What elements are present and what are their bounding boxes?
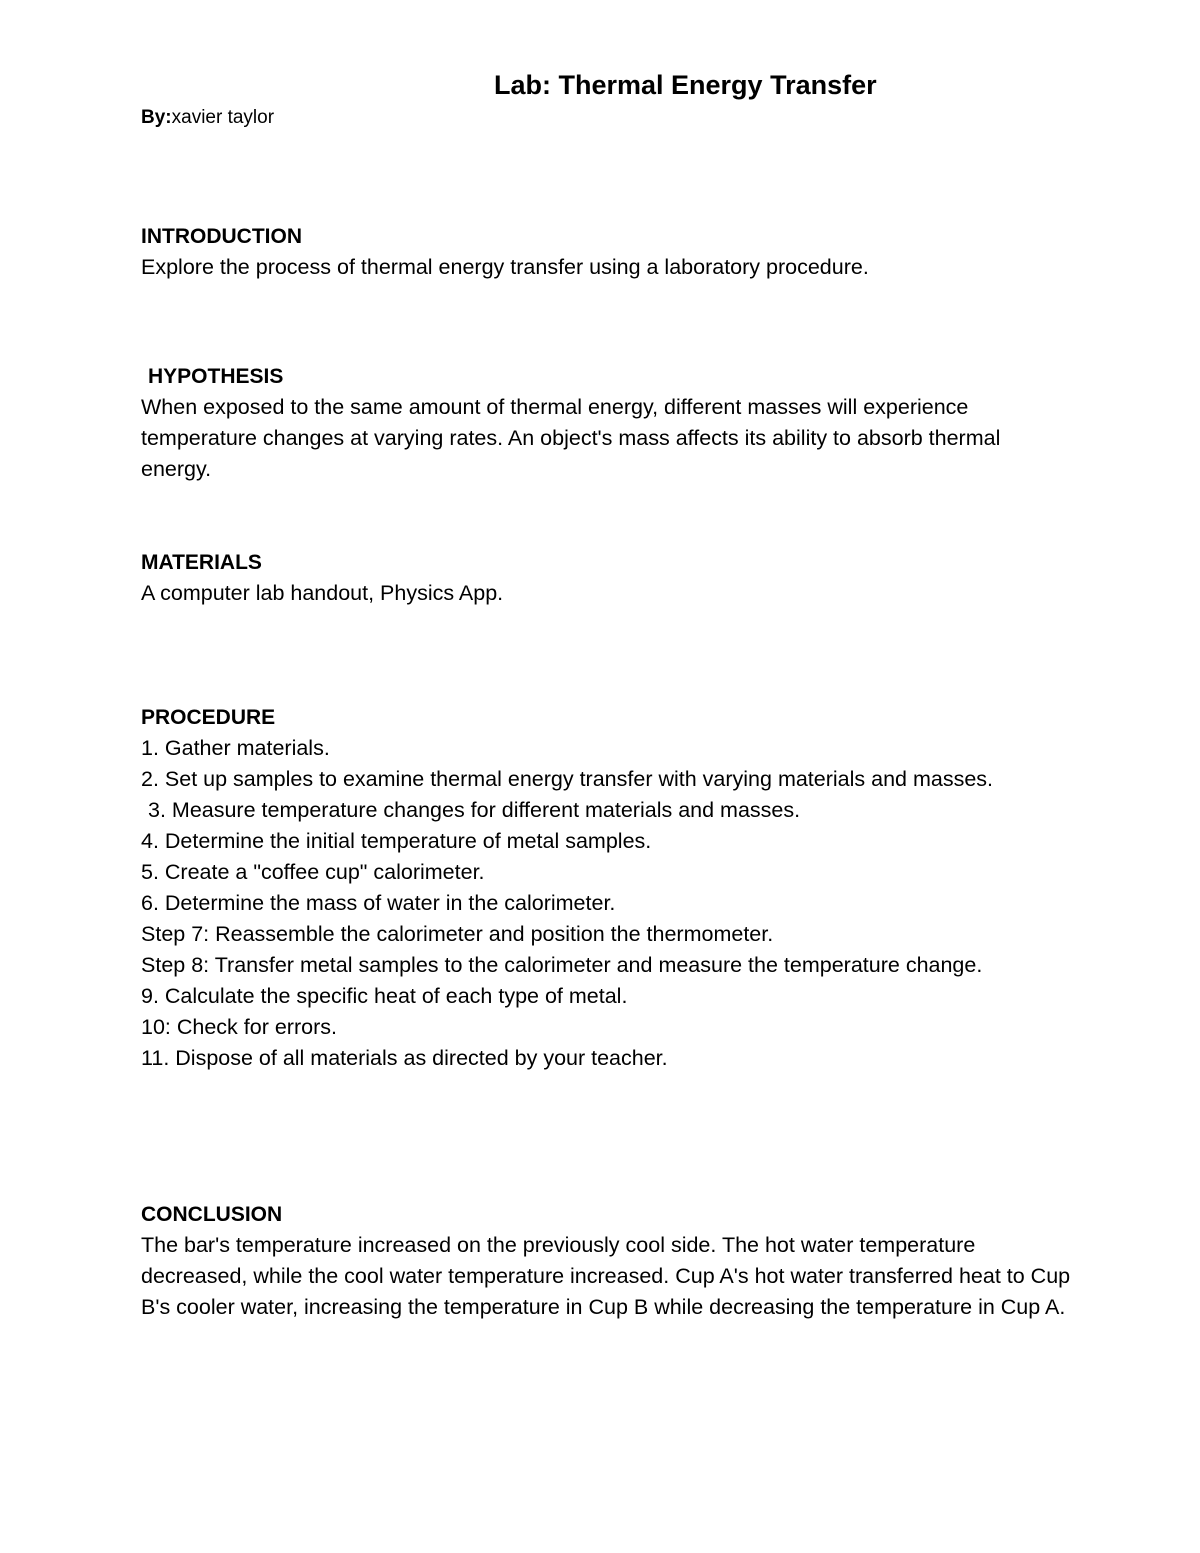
materials-text: A computer lab handout, Physics App.	[141, 581, 504, 605]
introduction-heading: INTRODUCTION	[141, 225, 302, 248]
procedure-step-2: 2. Set up samples to examine thermal energy transfer with varying materials and masses.	[141, 767, 994, 791]
hypothesis-section	[141, 361, 1071, 485]
procedure-step-5: 5. Create a "coffee cup" calorimeter.	[141, 860, 485, 884]
procedure-step-3: 3. Measure temperature changes for different materials and masses.	[148, 798, 801, 822]
procedure-section	[141, 702, 1071, 1074]
author-name: xavier taylor	[171, 107, 275, 128]
procedure-step-10: 10: Check for errors.	[141, 1015, 337, 1039]
author-label: By:	[141, 107, 172, 128]
procedure-step-4: 4. Determine the initial temperature of metal samples.	[141, 829, 652, 853]
procedure-steps-list	[141, 733, 1071, 1074]
conclusion-heading: CONCLUSION	[141, 1203, 283, 1226]
hypothesis-text: When exposed to the same amount of thermal energy, different masses will experience temperature changes at varying rates. An object's mass affects its ability to absorb thermal energy.	[141, 395, 1001, 481]
conclusion-section	[141, 1199, 1071, 1323]
procedure-step-11: 11. Dispose of all materials as directed by your teacher.	[141, 1046, 668, 1070]
procedure-step-8: Step 8: Transfer metal samples to the calorimeter and measure the temperature change.	[141, 953, 983, 977]
document-title: Lab: Thermal Energy Transfer	[494, 70, 877, 100]
procedure-step-6: 6. Determine the mass of water in the calorimeter.	[141, 891, 616, 915]
introduction-text: Explore the process of thermal energy transfer using a laboratory procedure.	[141, 255, 869, 279]
procedure-step-7: Step 7: Reassemble the calorimeter and position the thermometer.	[141, 922, 774, 946]
procedure-step-1: 1. Gather materials.	[141, 736, 330, 760]
introduction-section	[141, 221, 1071, 283]
materials-heading: MATERIALS	[141, 551, 262, 574]
procedure-step-9: 9. Calculate the specific heat of each type of metal.	[141, 984, 628, 1008]
procedure-heading: PROCEDURE	[141, 706, 276, 729]
hypothesis-heading: HYPOTHESIS	[148, 365, 284, 388]
conclusion-text: The bar's temperature increased on the previously cool side. The hot water temperature decreased, while the cool water temperature increased. Cup A's hot water transferred heat to Cup B's cooler water, increasing the temperature in Cup B while decreasing the temperature in Cup A.	[141, 1233, 1071, 1319]
materials-section	[141, 547, 1071, 609]
author-line	[141, 107, 274, 129]
